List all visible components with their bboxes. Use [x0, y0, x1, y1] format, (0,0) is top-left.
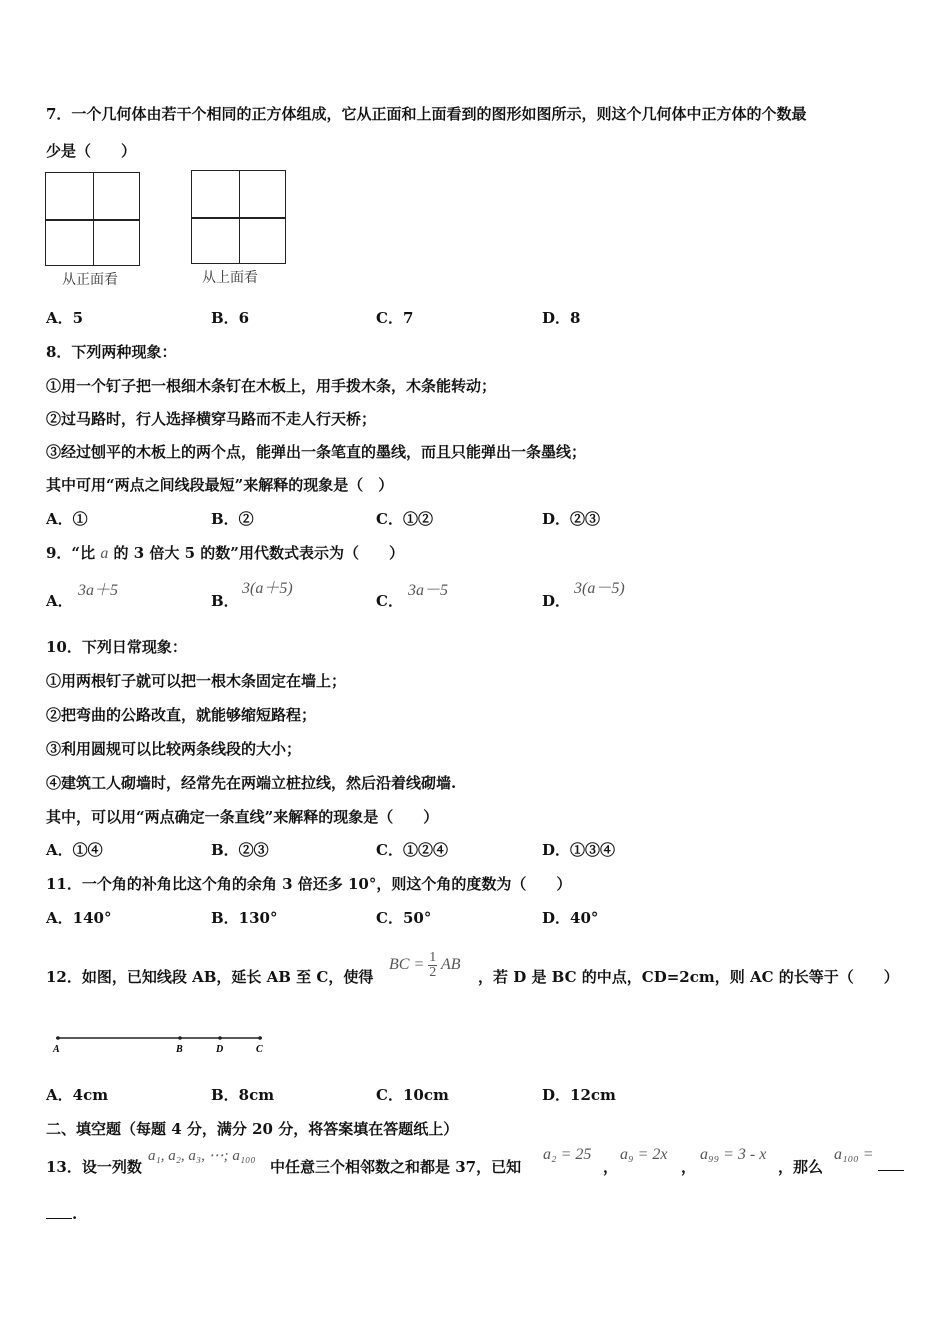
- q13-sep-2: ，: [681, 1158, 697, 1176]
- q11-option-d[interactable]: D．40°: [542, 909, 599, 927]
- q11-option-c[interactable]: C．50°: [376, 909, 432, 927]
- q10-item-3: ③利用圆规可以比较两条线段的大小；: [46, 740, 302, 758]
- q13-ask: a₁₀₀ =: [834, 1146, 874, 1163]
- q13-answer-blank-2[interactable]: [46, 1204, 77, 1223]
- q12-point-d-dot: [218, 1036, 222, 1040]
- q10-question: 其中，可以用“两点确定一条直线”来解释的现象是（ ）: [46, 808, 439, 826]
- q8-option-a[interactable]: A．①: [46, 510, 88, 528]
- q11-stem: 11．一个角的补角比这个角的余角 3 倍还多 10°，则这个角的度数为（ ）: [46, 875, 572, 893]
- q12-option-c[interactable]: C．10cm: [376, 1086, 449, 1104]
- q12-option-a[interactable]: A．4cm: [46, 1086, 109, 1104]
- q13-condition-3: a₉₉ = 3 - x: [700, 1146, 767, 1163]
- q9-option-a-expr[interactable]: 3a＋5: [78, 582, 119, 599]
- q10-title: 10．下列日常现象：: [46, 638, 187, 656]
- q8-option-d[interactable]: D．②③: [542, 510, 601, 528]
- q8-question: 其中可用“两点之间线段最短”来解释的现象是（ ）: [46, 476, 394, 494]
- q8-option-c[interactable]: C．①②: [376, 510, 433, 528]
- q7-stem-line1: 7．一个几何体由若干个相同的正方体组成，它从正面和上面看到的图形如图所示，则这个几何体中正方体的个数最: [46, 105, 807, 123]
- section2-title: 二、填空题（每题 4 分，满分 20 分，将答案填在答题纸上）: [46, 1120, 459, 1138]
- q8-item-1: ①用一个钉子把一根细木条钉在木板上，用手拨木条，木条能转动；: [46, 377, 497, 395]
- q9-option-d-label[interactable]: D．: [542, 592, 571, 610]
- q13-end: .: [72, 1205, 78, 1223]
- q12-equation: [389, 951, 461, 980]
- q9-stem-post: 的 3 倍大 5 的数”用代数式表示为（ ）: [113, 544, 404, 562]
- q9-option-a-label[interactable]: A．: [46, 592, 73, 610]
- q10-option-a[interactable]: A．①④: [46, 841, 103, 859]
- q10-item-2: ②把弯曲的公路改直，就能够缩短路程；: [46, 706, 317, 724]
- q13-stem-pre: 13．设一列数: [46, 1158, 142, 1176]
- q7-top-view-caption: 从上面看: [202, 270, 258, 286]
- q11-option-a[interactable]: A．140°: [46, 909, 112, 927]
- q13-sequence: a₁, a₂, a₃, ⋯; a₁₀₀: [148, 1148, 256, 1164]
- q9-option-b-expr[interactable]: 3(a＋5): [242, 580, 293, 597]
- q13-stem-mid: 中任意三个相邻数之和都是 37，已知: [270, 1158, 522, 1176]
- q7-stem-line2: 少是（ ）: [46, 142, 137, 160]
- q7-top-view-figure: [191, 170, 286, 264]
- q13-then: ，那么: [778, 1158, 824, 1176]
- q10-option-b[interactable]: B．②③: [211, 841, 269, 859]
- q8-title: 8．下列两种现象：: [46, 343, 177, 361]
- q10-option-c[interactable]: C．①②④: [376, 841, 448, 859]
- q8-item-3: ③经过刨平的木板上的两个点，能弹出一条笔直的墨线，而且只能弹出一条墨线；: [46, 443, 587, 461]
- q12-option-d[interactable]: D．12cm: [542, 1086, 616, 1104]
- q8-option-b[interactable]: B．②: [211, 510, 254, 528]
- q12-eq-rhs: AB: [440, 956, 461, 974]
- q12-point-b-dot: [178, 1036, 182, 1040]
- q12-eq-fraction: [428, 951, 437, 980]
- q10-option-d[interactable]: D．①③④: [542, 841, 616, 859]
- q8-item-2: ②过马路时，行人选择横穿马路而不走人行天桥；: [46, 410, 377, 428]
- q12-label-a: A: [53, 1044, 60, 1055]
- q12-option-b[interactable]: B．8cm: [211, 1086, 275, 1104]
- q12-label-b: B: [176, 1044, 183, 1055]
- q12-stem-pre: 12．如图，已知线段 AB，延长 AB 至 C，使得: [46, 968, 374, 986]
- q12-label-c: C: [256, 1044, 263, 1055]
- q12-eq-denominator: 2: [429, 965, 437, 980]
- q12-segment-figure: [48, 1030, 278, 1056]
- q9-variable: a: [100, 545, 109, 562]
- q12-eq-numerator: 1: [429, 950, 437, 965]
- q13-condition-2: a₉ = 2x: [620, 1146, 668, 1163]
- q12-eq-lhs: BC =: [389, 956, 425, 974]
- q7-option-a[interactable]: A．5: [46, 309, 84, 327]
- q12-stem-post: ，若 D 是 BC 的中点，CD=2cm，则 AC 的长等于（ ）: [478, 968, 899, 986]
- q13-sep-1: ，: [603, 1158, 619, 1176]
- q13-answer-blank-1[interactable]: [878, 1156, 904, 1175]
- q7-front-view-caption: 从正面看: [62, 272, 118, 288]
- q7-option-b[interactable]: B．6: [211, 309, 250, 327]
- q9-option-d-expr[interactable]: 3(a－5): [574, 580, 625, 597]
- q9-stem: [46, 542, 404, 563]
- q7-front-view-figure: [45, 172, 140, 266]
- q12-point-a-dot: [56, 1036, 60, 1040]
- q7-option-c[interactable]: C．7: [376, 309, 414, 327]
- q10-item-4: ④建筑工人砌墙时，经常先在两端立桩拉线，然后沿着线砌墙.: [46, 774, 457, 792]
- q9-option-c-expr[interactable]: 3a－5: [408, 582, 449, 599]
- q7-option-d[interactable]: D．8: [542, 309, 581, 327]
- q9-option-c-label[interactable]: C．: [376, 592, 403, 610]
- q9-stem-pre: 9．“比: [46, 544, 96, 562]
- q9-option-b-label[interactable]: B．: [211, 592, 239, 610]
- q13-condition-1: a₂ = 25: [543, 1146, 592, 1163]
- q12-point-c-dot: [258, 1036, 262, 1040]
- q10-item-1: ①用两根钉子就可以把一根木条固定在墙上；: [46, 672, 347, 690]
- q12-label-d: D: [216, 1044, 224, 1055]
- q11-option-b[interactable]: B．130°: [211, 909, 278, 927]
